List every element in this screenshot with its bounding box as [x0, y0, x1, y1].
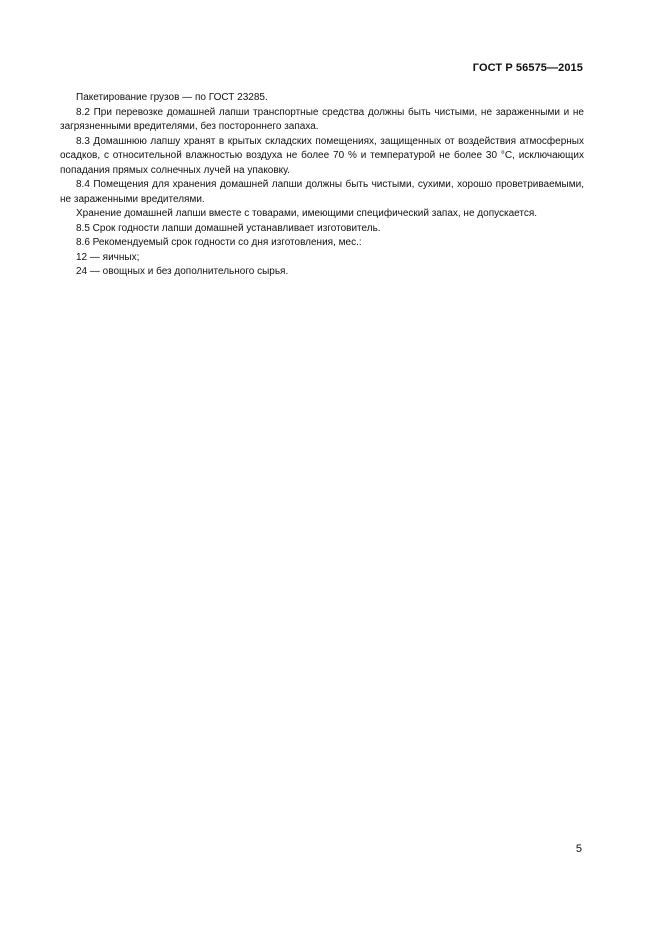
paragraph-8-4: 8.4 Помещения для хранения домашней лапши должны быть чистыми, сухими, хорошо проветриваемыми, не зараженными вредителями. [60, 179, 584, 205]
paragraph-8-5: 8.5 Срок годности лапши домашней устанавливает изготовитель. [76, 222, 381, 234]
list-item-egg: 12 — яичных; [76, 251, 140, 263]
paragraph-packaging: Пакетирование грузов — по ГОСТ 23285. [76, 92, 268, 103]
document-body [60, 91, 584, 280]
paragraph-8-3: 8.3 Домашнюю лапшу хранят в крытых складских помещениях, защищенных от воздействия атмосферных осадков, с относительной влажностью воздуха не более 70 % и температурой не более 30 °С, исключающих попадания прямых солнечных лучей на упаковку. [60, 135, 584, 176]
paragraph-8-6: 8.6 Рекомендуемый срок годности со дня изготовления, мес.: [76, 237, 362, 248]
document-header-standard-id: ГОСТ Р 56575—2015 [472, 62, 583, 74]
paragraph-8-2: 8.2 При перевозке домашней лапши транспортные средства должны быть чистыми, не зараженными и не загрязненными вредителями, без постороннего запаха. [60, 106, 584, 132]
page-number: 5 [575, 843, 582, 855]
list-item-vegetable: 24 — овощных и без дополнительного сырья. [76, 266, 289, 277]
paragraph-storage-note: Хранение домашней лапши вместе с товарами, имеющими специфический запах, не допускается. [76, 208, 538, 219]
